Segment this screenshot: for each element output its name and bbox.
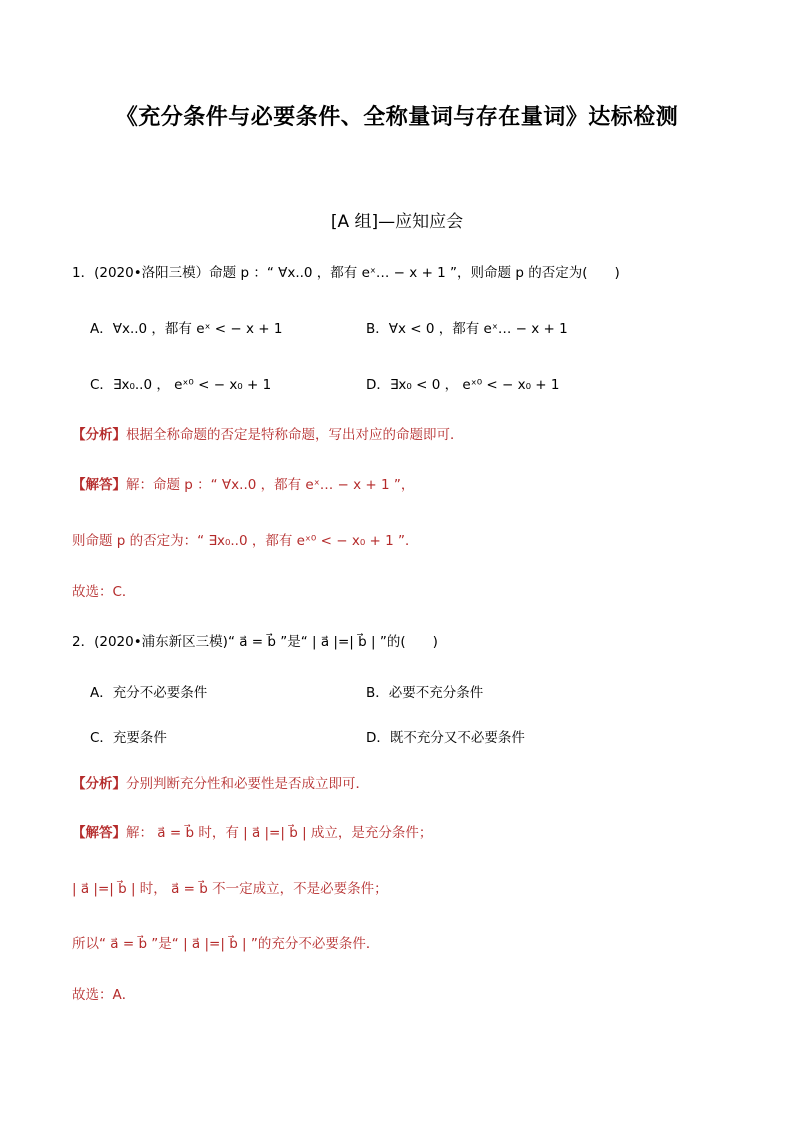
answer-text: 解：命题 p ：“ ∀x..0 ，都有 eˣ… − x + 1 ”， [126, 477, 415, 493]
question-1-answer-line-2: 则命题 p 的否定为：“ ∃x₀..0 ，都有 eˣ⁰ < − x₀ + 1 ”． [72, 533, 419, 549]
answer-tag: 【解答】 [72, 825, 126, 841]
question-1-option-c: C．∃x₀..0 ， eˣ⁰ < − x₀ + 1 [90, 377, 272, 393]
question-2-answer-line-1 [72, 824, 432, 842]
analysis-text: 根据全称命题的否定是特称命题，写出对应的命题即可． [126, 427, 464, 443]
section-subtitle: [A 组]—应知应会 [330, 212, 464, 232]
question-1-option-d: D．∃x₀ < 0 ， eˣ⁰ < − x₀ + 1 [366, 377, 560, 393]
analysis-tag: 【分析】 [72, 776, 126, 792]
question-2-option-c: C．充要条件 [90, 730, 167, 746]
question-1-answer-line-1 [72, 476, 414, 494]
question-2-option-a: A．充分不必要条件 [90, 685, 208, 701]
question-2-option-b: B．必要不充分条件 [366, 685, 484, 701]
question-1-analysis [72, 426, 464, 444]
document-title: 《充分条件与必要条件、全称量词与存在量词》达标检测 [115, 105, 679, 130]
question-2-answer-line-2: | a⃗ |=| b⃗ | 时， a⃗ = b⃗ 不一定成立，不是必要条件； [72, 881, 388, 897]
question-1-choice: 故选：C． [72, 584, 136, 600]
question-2-stem: 2．(2020•浦东新区三模)“ a⃗ = b⃗ ”是“ | a⃗ |=| b⃗ | ”的( ) [72, 634, 438, 650]
analysis-text: 分别判断充分性和必要性是否成立即可． [126, 776, 369, 792]
question-1-option-a: A．∀x..0 ，都有 eˣ < − x + 1 [90, 321, 283, 337]
question-2-option-d: D．既不充分又不必要条件 [366, 730, 525, 746]
question-1-stem: 1．(2020•洛阳三模）命题 p ：“ ∀x..0 ，都有 eˣ… − x + 1 ”，则命题 p 的否定为( ) [72, 265, 620, 281]
answer-tag: 【解答】 [72, 477, 126, 493]
question-2-answer-line-3: 所以“ a⃗ = b⃗ ”是“ | a⃗ |=| b⃗ | ”的充分不必要条件． [72, 936, 380, 952]
question-2-analysis [72, 775, 369, 793]
question-2-choice: 故选：A． [72, 987, 136, 1003]
answer-text: 解： a⃗ = b⃗ 时，有 | a⃗ |=| b⃗ | 成立，是充分条件； [126, 825, 433, 841]
analysis-tag: 【分析】 [72, 427, 126, 443]
question-1-option-b: B．∀x < 0 ，都有 eˣ… − x + 1 [366, 321, 568, 337]
